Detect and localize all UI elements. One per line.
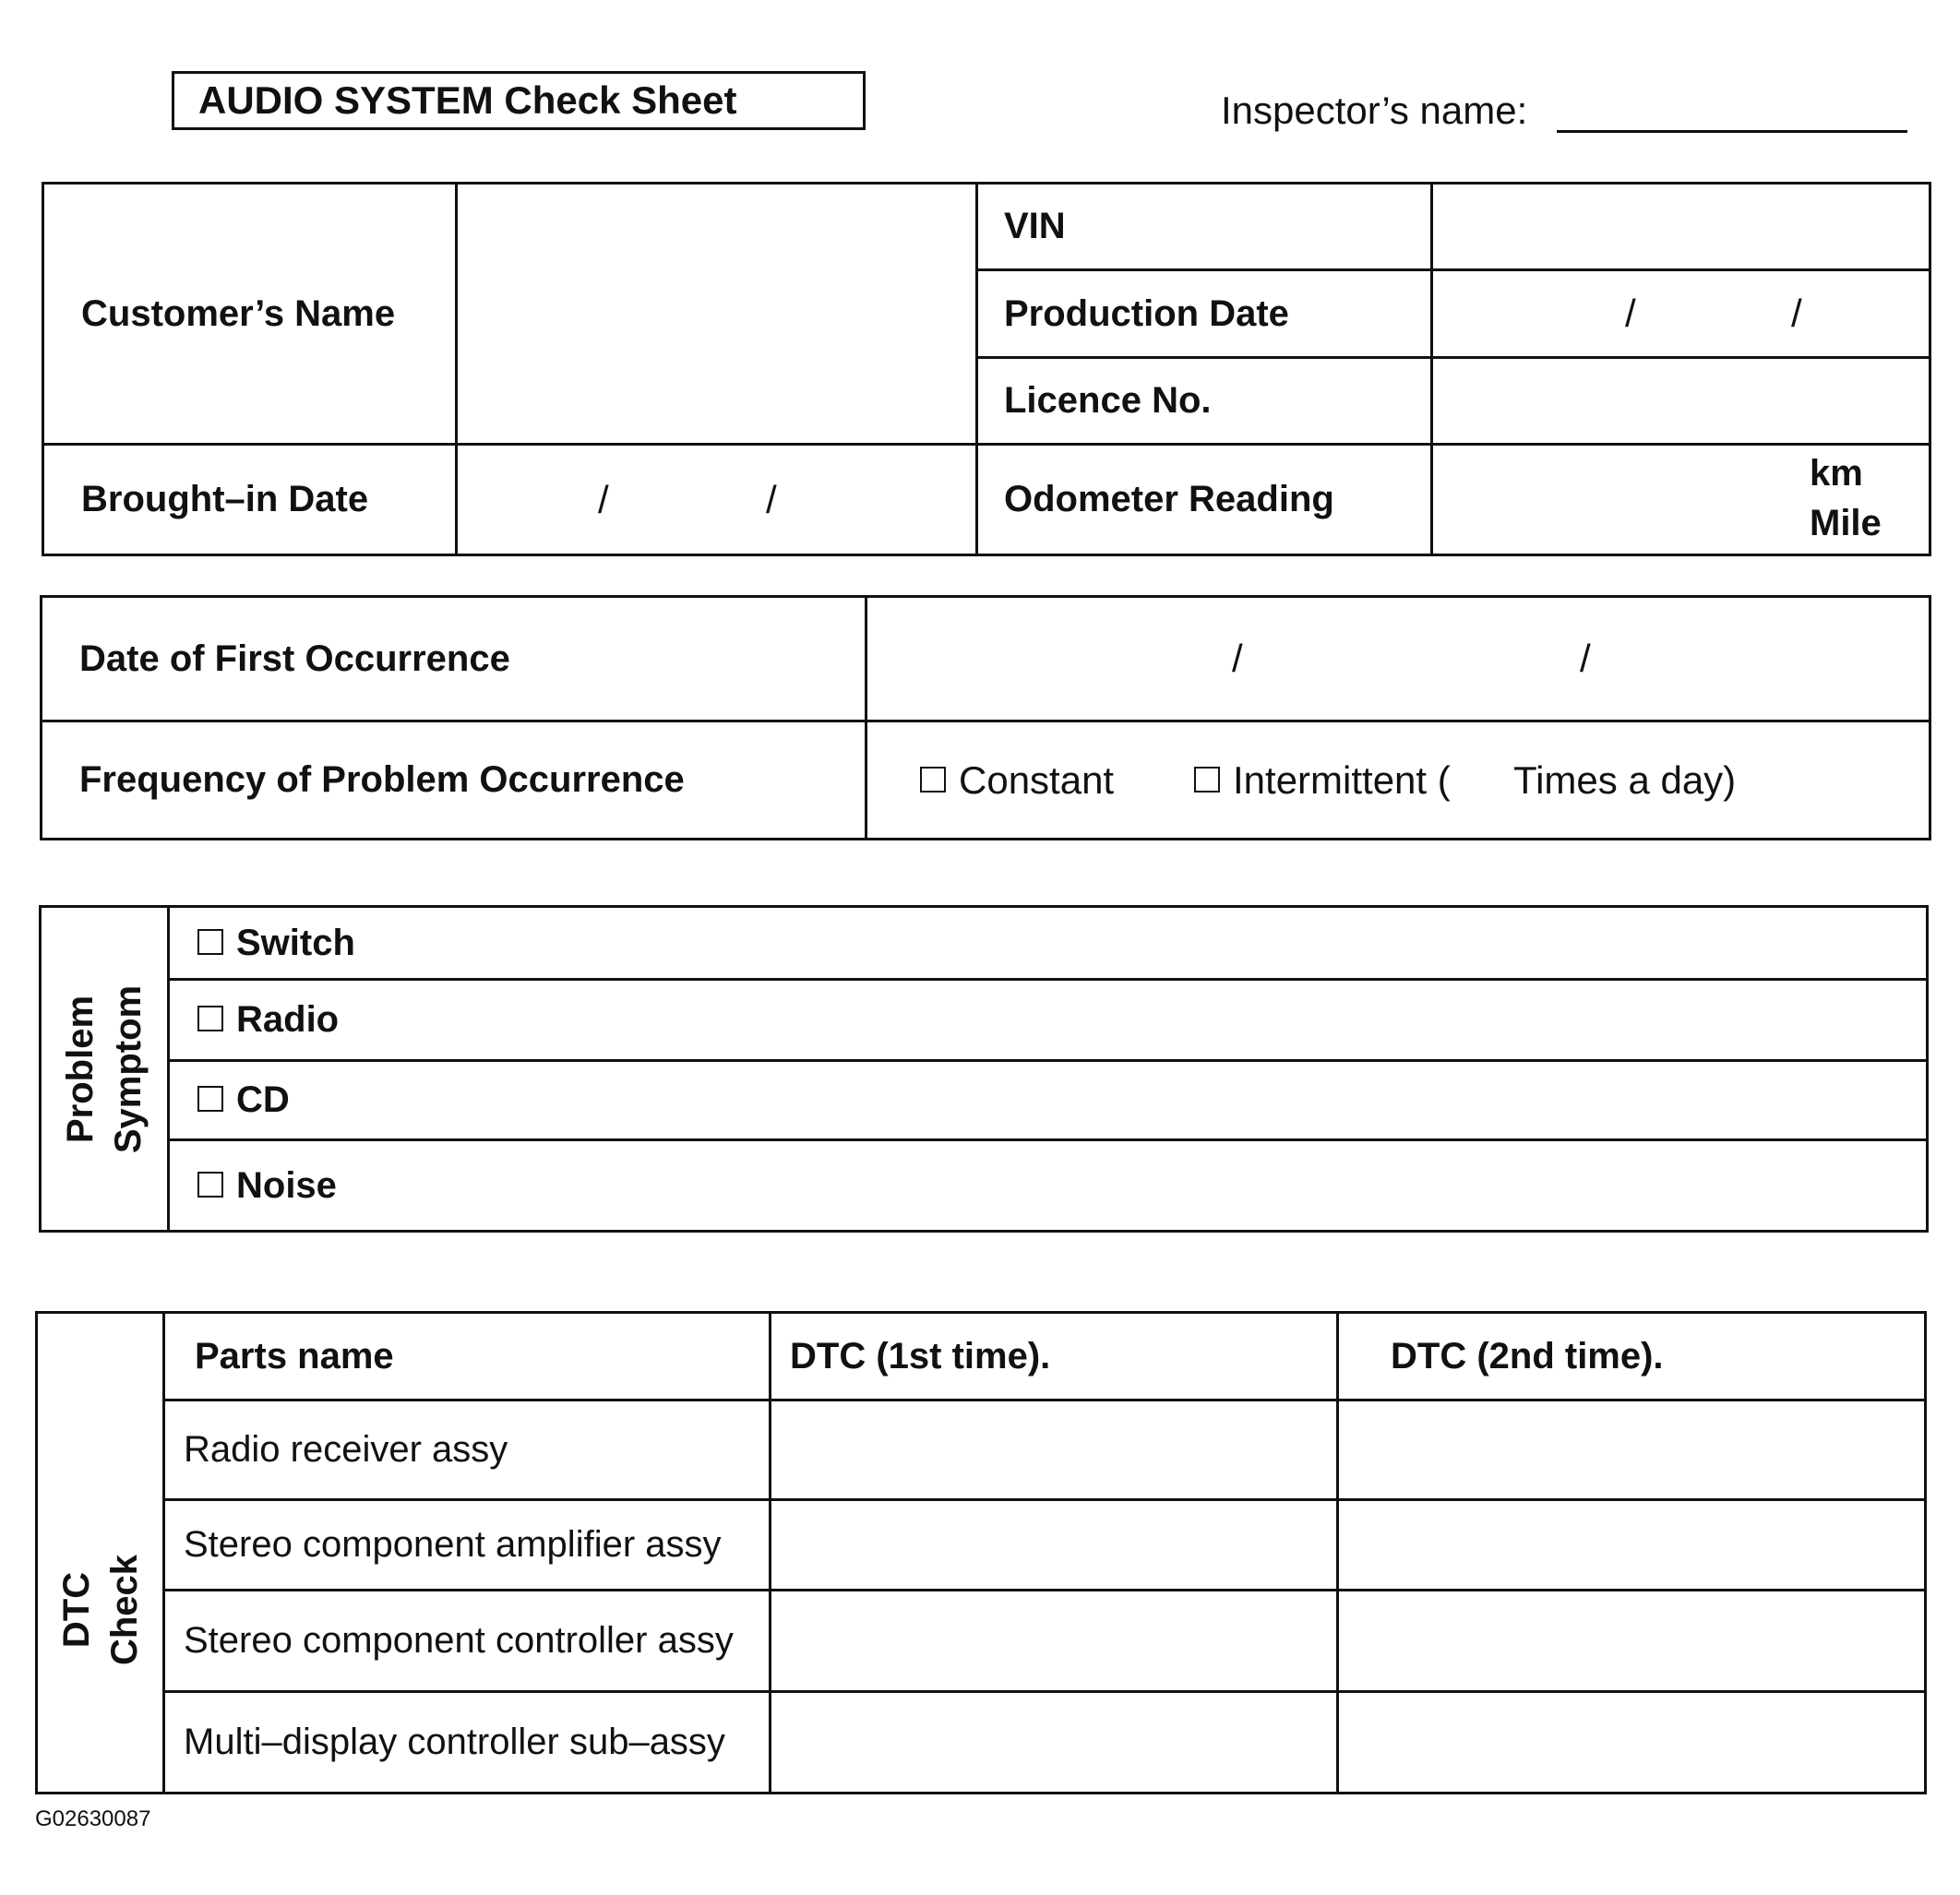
part-name-cell: Multi–display controller sub–assy [164, 1692, 771, 1794]
part-name-cell: Stereo component amplifier assy [164, 1500, 771, 1591]
dtc-1st-time-field[interactable] [771, 1500, 1338, 1591]
side-label-line: Symptom [108, 984, 149, 1153]
sheet-title: AUDIO SYSTEM Check Sheet [172, 71, 866, 130]
customer-name-field[interactable] [457, 184, 977, 445]
date-separator: / [1580, 637, 1591, 680]
licence-no-field[interactable] [1432, 358, 1930, 445]
dtc-check-side-label [37, 1313, 164, 1794]
brought-in-date-field[interactable] [457, 445, 977, 555]
times-a-day-label: Times a day) [1513, 757, 1737, 802]
constant-checkbox[interactable] [920, 767, 946, 793]
symptom-row[interactable] [169, 907, 1928, 980]
side-label-line: DTC [55, 1572, 97, 1649]
side-label-line: Check [103, 1555, 145, 1666]
dtc-2nd-time-field[interactable] [1338, 1692, 1926, 1794]
radio-checkbox[interactable] [197, 1006, 223, 1031]
date-separator: / [1232, 637, 1243, 680]
dtc-2nd-time-field[interactable] [1338, 1591, 1926, 1692]
odometer-reading-label: Odometer Reading [977, 445, 1432, 555]
frequency-label: Frequency of Problem Occurrence [42, 721, 866, 840]
dtc-2nd-time-field[interactable] [1338, 1400, 1926, 1500]
figure-code: G02630087 [35, 1806, 151, 1831]
dtc-1st-time-header: DTC (1st time). [771, 1313, 1338, 1400]
part-name-cell: Radio receiver assy [164, 1400, 771, 1500]
problem-symptom-side-label [41, 907, 169, 1232]
intermittent-checkbox[interactable] [1194, 767, 1220, 793]
date-separator: / [766, 477, 777, 521]
part-name-cell: Stereo component controller assy [164, 1591, 771, 1692]
dtc-2nd-time-header: DTC (2nd time). [1338, 1313, 1926, 1400]
dtc-2nd-time-field[interactable] [1338, 1500, 1926, 1591]
inspector-name-field[interactable] [1557, 130, 1907, 133]
constant-option[interactable] [920, 758, 1114, 803]
customer-name-label: Customer’s Name [43, 184, 457, 445]
symptom-row[interactable] [169, 980, 1928, 1061]
customer-info-table [42, 182, 1931, 556]
production-date-label: Production Date [977, 270, 1432, 358]
date-separator: / [598, 477, 609, 521]
dtc-check-table [35, 1311, 1927, 1794]
brought-in-date-label: Brought–in Date [43, 445, 457, 555]
unit-km: km [1810, 453, 1863, 494]
date-separator: / [1791, 292, 1802, 335]
constant-label: Constant [959, 757, 1115, 802]
vin-field[interactable] [1432, 184, 1930, 270]
first-occurrence-field[interactable] [866, 597, 1930, 721]
odometer-reading-field[interactable] [1432, 445, 1930, 555]
symptom-label: Switch [236, 922, 355, 963]
symptom-row[interactable] [169, 1061, 1928, 1140]
noise-checkbox[interactable] [197, 1172, 223, 1198]
date-separator: / [1625, 292, 1636, 335]
symptom-label: CD [236, 1079, 290, 1120]
symptom-label: Radio [236, 999, 340, 1040]
licence-no-label: Licence No. [977, 358, 1432, 445]
switch-checkbox[interactable] [197, 929, 223, 955]
intermittent-option[interactable] [1194, 758, 1451, 803]
first-occurrence-label: Date of First Occurrence [42, 597, 866, 721]
unit-mile: Mile [1810, 503, 1882, 543]
vin-label: VIN [977, 184, 1432, 270]
dtc-1st-time-field[interactable] [771, 1591, 1338, 1692]
inspector-name-label: Inspector’s name: [1221, 89, 1528, 132]
dtc-1st-time-field[interactable] [771, 1400, 1338, 1500]
frequency-options [866, 721, 1930, 840]
occurrence-table [40, 595, 1931, 840]
problem-symptom-table [39, 905, 1929, 1233]
parts-name-header: Parts name [164, 1313, 771, 1400]
side-label-line: Problem [60, 995, 101, 1143]
dtc-1st-time-field[interactable] [771, 1692, 1338, 1794]
symptom-row[interactable] [169, 1140, 1928, 1232]
cd-checkbox[interactable] [197, 1086, 223, 1112]
intermittent-label: Intermittent ( [1233, 757, 1451, 802]
production-date-field[interactable] [1432, 270, 1930, 358]
symptom-label: Noise [236, 1164, 337, 1206]
